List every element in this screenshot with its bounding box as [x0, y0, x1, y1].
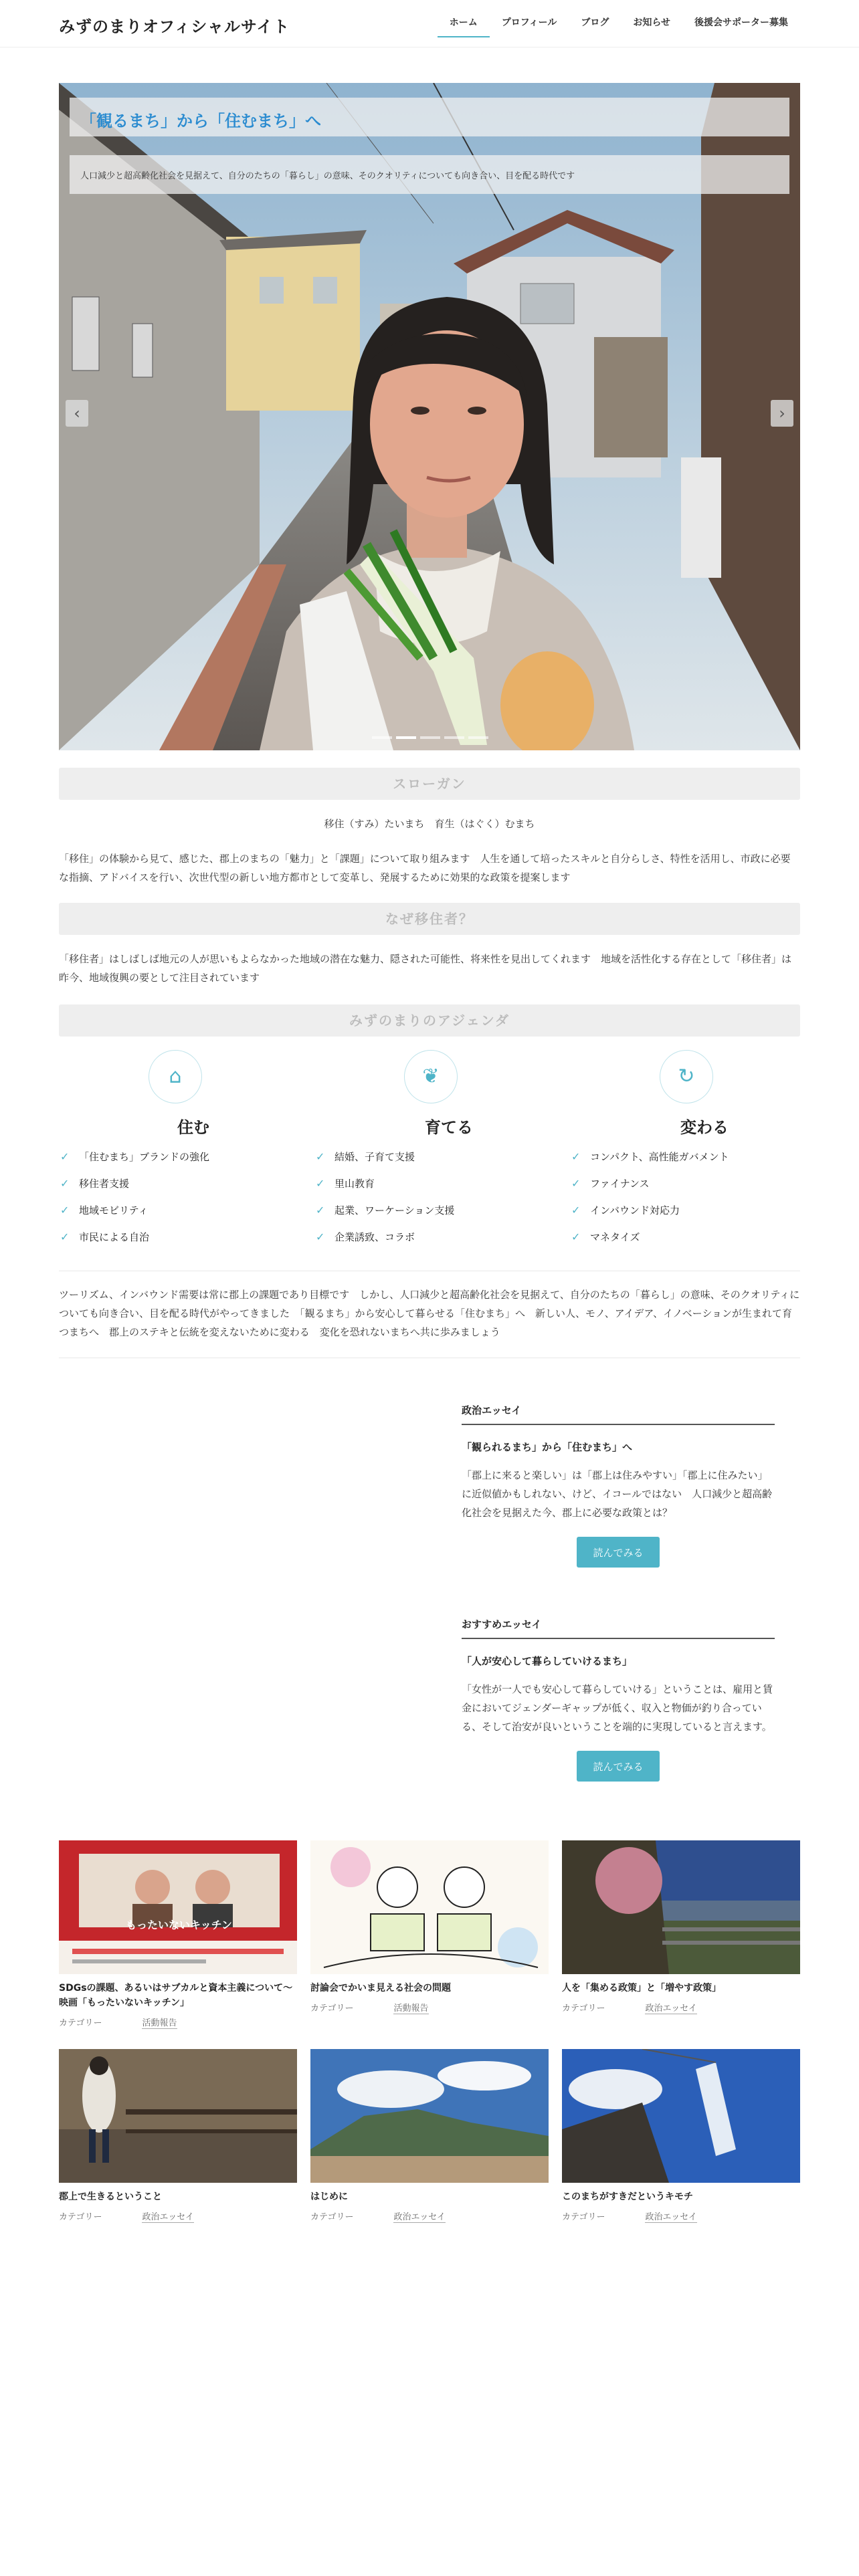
leaf-icon: ❦ — [404, 1050, 458, 1103]
essay-category: おすすめエッセイ — [462, 1617, 775, 1639]
check-icon: ✓ — [60, 1150, 70, 1163]
essay-recommended — [462, 1617, 775, 1782]
post-title[interactable]: このまちがすきだというキモチ — [562, 2191, 693, 2202]
site-title[interactable]: みずのまりオフィシャルサイト — [59, 17, 290, 36]
read-more-button[interactable]: 読んでみる — [577, 1537, 660, 1568]
hero-dot[interactable] — [444, 736, 464, 739]
post-card[interactable] — [310, 2049, 549, 2222]
list-item-label: インバウンド対応力 — [590, 1204, 680, 1216]
category-label: カテゴリー — [59, 2212, 102, 2222]
post-meta — [59, 2210, 297, 2222]
post-thumbnail[interactable] — [59, 2049, 297, 2183]
slogan-body: 「移住」の体験から見て、感じた、郡上のまちの「魅力」と「課題」について取り組みます 人生を通して培ったスキルと自分らしさ、特性を活用し、市政に必要な指摘、アドバイスを行い、次世代型の新しい地方都市として変革し、発展するために効果的な政策を提案します — [59, 853, 791, 883]
check-icon: ✓ — [60, 1230, 70, 1243]
thumb-caption: もったいないキッチン — [126, 1919, 232, 1931]
list-item-label: マネタイズ — [590, 1231, 640, 1243]
nav-supporters[interactable]: 後援会サポーター募集 — [694, 17, 788, 28]
category-label: カテゴリー — [59, 2018, 102, 2028]
list-item-label: 起業、ワーケーション支援 — [335, 1204, 455, 1216]
essay-title[interactable]: 「観られるまち」から「住むまち」へ — [462, 1441, 633, 1453]
list-item-label: 移住者支援 — [79, 1178, 130, 1190]
pillar-title: 育てる — [425, 1118, 473, 1137]
pillar-title: 変わる — [680, 1118, 729, 1137]
category-link[interactable]: 政治エッセイ — [393, 2212, 446, 2222]
list-item-label: 結婚、子育て支援 — [335, 1151, 415, 1163]
agenda-closing: ツーリズム、インバウンド需要は常に郡上の課題であり目標です しかし、人口減少と超高齢化社会を見据えて、自分のたちの「暮らし」の意味、そのクオリティについても向き合い、目を配る時代がやってきました 「観るまち」から安心して暮らせる「住むまち」へ 新しい人、モノ、アイデア、イノベーションが生まれて育つまちへ 郡上のステキと伝統を変えないために変わる 変化を恐れないまちへ共に歩みましょう — [59, 1289, 800, 1338]
list-item-label: 地域モビリティ — [79, 1204, 149, 1216]
hero-slider — [59, 83, 800, 750]
hero-pagination — [372, 736, 488, 739]
list-item — [571, 1170, 772, 1197]
list-item — [571, 1144, 772, 1170]
post-meta — [59, 2016, 297, 2028]
list-item-label: コンパクト、高性能ガバメント — [590, 1151, 729, 1163]
refresh-icon: ↻ — [660, 1050, 713, 1103]
essay-body: 「女性が一人でも安心して暮らしていける」ということは、雇用と賃金においてジェンダーギャップが低く、収入と物価が釣り合っている、そして治安が良いということを端的に実現していると言えます。 — [462, 1683, 773, 1733]
post-title[interactable]: 人を「集める政策」と「増やす政策」 — [562, 1983, 721, 1994]
check-icon: ✓ — [60, 1177, 70, 1190]
nav-blog[interactable]: ブログ — [581, 17, 609, 28]
post-meta — [310, 2001, 549, 2014]
category-link[interactable]: 活動報告 — [142, 2018, 177, 2028]
category-link[interactable]: 政治エッセイ — [645, 2004, 697, 2014]
post-title[interactable]: SDGsの課題、あるいはサブカルと資本主義について〜映画「もったいないキッチン」 — [59, 1983, 293, 2008]
post-thumbnail[interactable] — [562, 2049, 800, 2183]
check-icon: ✓ — [316, 1230, 325, 1243]
check-icon: ✓ — [316, 1150, 325, 1163]
post-meta — [310, 2210, 549, 2222]
check-icon: ✓ — [60, 1204, 70, 1216]
agenda-heading: みずのまりのアジェンダ — [59, 1004, 800, 1037]
hero-caption-subtitle — [70, 155, 789, 194]
list-item-label: 里山教育 — [335, 1178, 375, 1190]
post-thumbnail[interactable] — [562, 1840, 800, 1974]
category-label: カテゴリー — [562, 2004, 605, 2014]
category-link[interactable]: 政治エッセイ — [142, 2212, 194, 2222]
list-item-label: 市民による自治 — [79, 1231, 150, 1243]
list-item — [571, 1224, 772, 1251]
check-icon: ✓ — [316, 1177, 325, 1190]
hero-dot[interactable] — [468, 736, 488, 739]
list-item-label: ファイナンス — [590, 1178, 650, 1190]
hero-dot[interactable] — [420, 736, 440, 739]
hero-dot-active[interactable] — [396, 736, 416, 739]
essay-title[interactable]: 「人が安心して暮らしていけるまち」 — [462, 1655, 633, 1667]
hero-subtitle: 人口減少と超高齢化社会を見据えて、自分のたちの「暮らし」の意味、そのクオリティについても向き合い、目を配る時代です — [80, 171, 575, 181]
category-link[interactable]: 活動報告 — [393, 2004, 429, 2014]
category-label: カテゴリー — [562, 2212, 605, 2222]
post-title[interactable]: はじめに — [310, 2191, 348, 2202]
essay-political — [462, 1403, 775, 1568]
check-icon: ✓ — [316, 1204, 325, 1216]
slogan-heading: スローガン — [59, 768, 800, 800]
post-thumbnail[interactable] — [310, 2049, 549, 2183]
post-card[interactable] — [310, 1840, 549, 2014]
post-title[interactable]: 郡上で生きるということ — [59, 2191, 162, 2202]
slogan-line: 移住（すみ）たいまち 育生（はぐく）むまち — [324, 818, 535, 830]
check-icon: ✓ — [571, 1204, 581, 1216]
list-item — [60, 1224, 261, 1251]
post-card[interactable] — [562, 2049, 800, 2222]
hero-next-arrow-icon[interactable]: › — [771, 400, 793, 427]
nav-news[interactable]: お知らせ — [633, 17, 670, 28]
home-icon: ⌂ — [149, 1050, 202, 1103]
post-card[interactable] — [59, 1840, 297, 2028]
category-label: カテゴリー — [310, 2212, 354, 2222]
list-item-label: 企業誘致、コラボ — [335, 1231, 415, 1243]
nav-home[interactable]: ホーム — [438, 16, 490, 37]
read-more-button[interactable]: 読んでみる — [577, 1751, 660, 1782]
list-item — [316, 1197, 516, 1224]
hero-prev-arrow-icon[interactable]: ‹ — [66, 400, 88, 427]
hero-dot[interactable] — [372, 736, 392, 739]
main-nav — [438, 16, 800, 37]
list-item — [60, 1170, 261, 1197]
pillar-list — [571, 1144, 772, 1251]
post-meta — [562, 2001, 800, 2014]
list-item-label: 「住むまち」ブランドの強化 — [79, 1151, 210, 1163]
post-card[interactable] — [59, 2049, 297, 2222]
check-icon: ✓ — [571, 1230, 581, 1243]
list-item — [316, 1224, 516, 1251]
essay-body: 「郡上に来ると楽しい」は「郡上は住みやすい」「郡上に住みたい」に近似値かもしれない、けど、イコールではない 人口減少と超高齢化社会を見据えた今、郡上に必要な政策とは？ — [462, 1469, 773, 1519]
list-item — [60, 1197, 261, 1224]
list-item — [316, 1144, 516, 1170]
list-item — [316, 1170, 516, 1197]
check-icon: ✓ — [571, 1150, 581, 1163]
post-thumbnail[interactable] — [59, 1840, 297, 1974]
list-item — [60, 1144, 261, 1170]
essay-category: 政治エッセイ — [462, 1403, 775, 1425]
check-icon: ✓ — [571, 1177, 581, 1190]
why-heading: なぜ移住者？ — [59, 903, 800, 935]
site-header — [0, 0, 859, 47]
hero-title: 「観るまち」から「住むまち」へ — [80, 112, 321, 130]
hero-caption-title — [70, 98, 789, 136]
nav-profile[interactable]: プロフィール — [501, 17, 557, 28]
post-card[interactable] — [562, 1840, 800, 2014]
pillar-list — [60, 1144, 261, 1251]
pillar-title: 住む — [177, 1118, 209, 1137]
post-meta — [562, 2210, 800, 2222]
pillar-list — [316, 1144, 516, 1251]
post-title[interactable]: 討論会でかいま見える社会の問題 — [310, 1983, 451, 1994]
category-link[interactable]: 政治エッセイ — [645, 2212, 697, 2222]
why-body: 「移住者」はしばしば地元の人が思いもよらなかった地域の潜在な魅力、隠された可能性、将来性を見出してくれます 地域を活性化する存在として「移住者」は昨今、地域復興の要として注目されています — [59, 953, 792, 984]
category-label: カテゴリー — [310, 2004, 354, 2014]
list-item — [571, 1197, 772, 1224]
post-thumbnail[interactable] — [310, 1840, 549, 1974]
